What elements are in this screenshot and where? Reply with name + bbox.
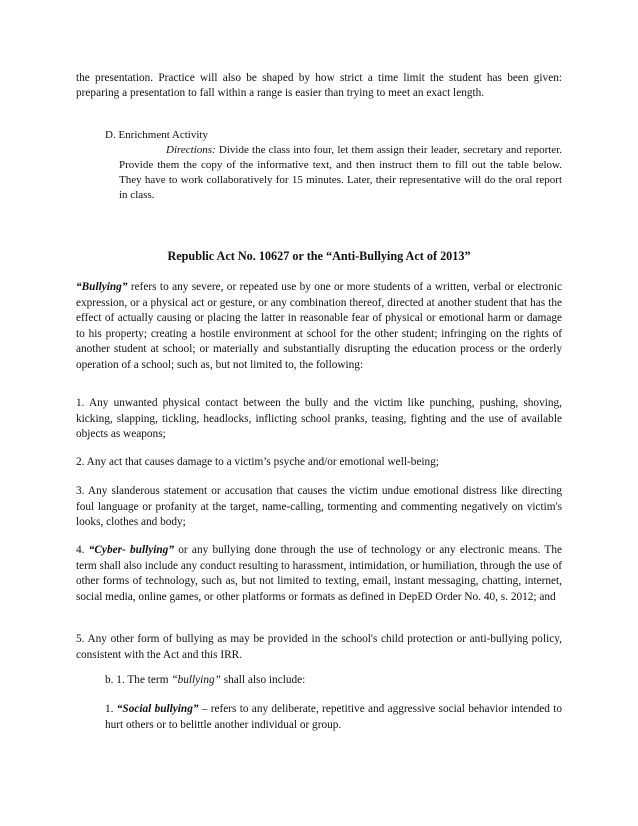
list-item-3-text: 3. Any slanderous statement or accusation that causes the victim undue emotional distress like directing foul language or profanity at the target, name-calling, tormenting and commenting negatively on victim's looks, clothes and body;	[76, 485, 562, 528]
enrichment-directions	[105, 143, 562, 203]
bullying-term: “Bullying”	[76, 281, 128, 293]
sub-item-b1	[105, 673, 562, 689]
social-bullying-number: 1.	[105, 703, 117, 715]
cyber-bullying-term: “Cyber- bullying”	[88, 544, 174, 556]
sub-item-b1-prefix: b. 1. The term	[105, 674, 172, 686]
bullying-term-italic: “bullying”	[171, 674, 221, 686]
enrichment-heading: D. Enrichment Activity	[105, 129, 208, 141]
list-item-2	[76, 455, 562, 471]
bullying-definition-text: refers to any severe, or repeated use by one or more students of a written, verbal or electronic expression, or a physical act or gesture, or any combination thereof, directed at another student that has the effect of actually causing or placing the latter in reasonable fear of physical or emotional harm or damage to his property; creating a hostile environment at school for the other student; infringing on the rights of another student at school; or materially and substantially disrupting the education process or the orderly operation of a school; such as, but not limited to, the following:	[76, 281, 562, 371]
enrichment-section	[105, 128, 562, 203]
list-item-5-text: 5. Any other form of bullying as may be provided in the school's child protection or anti-bullying policy, consistent with the Act and this IRR.	[76, 633, 562, 661]
social-bullying-term: “Social bullying”	[116, 703, 199, 715]
list-item-5	[76, 632, 562, 663]
list-item-3	[76, 484, 562, 531]
bullying-definition	[76, 280, 562, 373]
directions-text: Divide the class into four, let them assign their leader, secretary and reporter. Provide them the copy of the informative text, and then instruct them to fill out the table below. They have to work collaboratively for 15 minutes. Later, their representative will do the oral report in class.	[119, 144, 562, 201]
list-item-4-text: or any bullying done through the use of technology or any electronic means. The term shall also include any conduct resulting to harassment, intimidation, or humiliation, through the use of other forms of technology, such as, but not limited to texting, email, instant messaging, chatting, internet, social media, online games, or other platforms or formats as defined in DepED Order No. 40, s. 2012; and	[76, 544, 562, 603]
directions-label: Directions:	[166, 144, 216, 156]
act-title: Republic Act No. 10627 or the “Anti-Bullying Act of 2013”	[167, 249, 471, 263]
list-item-4-number: 4.	[76, 544, 89, 556]
intro-text: the presentation. Practice will also be shaped by how strict a time limit the student has been given: preparing a presentation to fall within a range is easier than trying to meet an exact length.	[76, 72, 562, 99]
intro-paragraph	[76, 71, 562, 101]
list-item-1	[76, 396, 562, 443]
list-item-4	[76, 543, 562, 605]
sub-item-b1-suffix: shall also include:	[220, 674, 306, 686]
list-item-1-text: 1. Any unwanted physical contact between the bully and the victim like punching, pushing, shoving, kicking, slapping, tickling, headlocks, inflicting school pranks, teasing, fighting and the use of available objects as weapons;	[76, 397, 562, 440]
sub-item-social-bullying	[105, 702, 562, 733]
list-item-2-text: 2. Any act that causes damage to a victim’s psyche and/or emotional well-being;	[76, 456, 439, 468]
social-bullying-text: – refers to any deliberate, repetitive and aggressive social behavior intended to hurt others or to belittle another individual or group.	[105, 703, 562, 731]
